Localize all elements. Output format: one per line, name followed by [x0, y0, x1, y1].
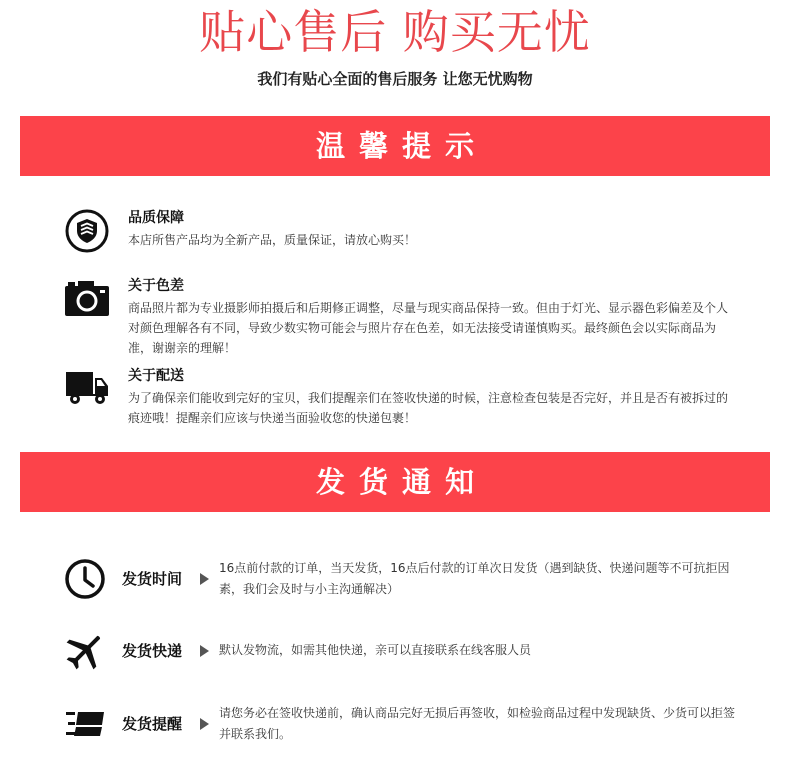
shipping-label: 发货提醒	[122, 715, 183, 733]
airplane-icon	[64, 630, 106, 672]
shipping-text: 默认发物流，如需其他快递，亲可以直接联系在线客服人员	[219, 643, 532, 657]
shipping-text: 16点前付款的订单，当天发货，16点后付款的订单次日发货（遇到缺货、快递问题等不可抗拒因素，我们会及时与小主沟通解决）	[219, 561, 730, 596]
tips-banner-label: 温馨提示	[315, 129, 488, 163]
camera-icon	[64, 276, 110, 322]
page-subtitle: 我们有贴心全面的售后服务 让您无忧购物	[257, 70, 533, 88]
shipping-item-express	[64, 630, 744, 672]
shipping-item-reminder	[64, 703, 744, 745]
page-headline: 贴心售后 购买无忧	[199, 5, 591, 59]
shipping-banner-label: 发货通知	[315, 465, 488, 499]
tip-title: 关于色差	[128, 278, 184, 294]
shipping-banner	[20, 452, 770, 512]
shield-icon	[64, 208, 110, 254]
shipping-item-time	[64, 558, 744, 600]
tip-item-color	[64, 276, 734, 356]
tip-title: 品质保障	[128, 210, 184, 226]
tip-item-delivery	[64, 366, 734, 426]
clock-icon	[64, 558, 106, 600]
tip-desc: 为了确保亲们能收到完好的宝贝，我们提醒亲们在签收快递的时候，注意检查包装是否完好，并且是否有被拆过的痕迹哦！提醒亲们应该与快递当面验收您的快递包裹！	[128, 391, 729, 425]
tip-item-quality	[64, 208, 734, 254]
shipping-label: 发货快递	[122, 642, 183, 660]
truck-icon	[64, 366, 110, 412]
arrow-right-icon	[200, 718, 209, 730]
fast-box-icon	[64, 703, 106, 745]
tips-banner	[20, 116, 770, 176]
tip-desc: 商品照片都为专业摄影师拍摄后和后期修正调整，尽量与现实商品保持一致。但由于灯光、显示器色彩偏差及个人对颜色理解各有不同，导致少数实物可能会与照片存在色差，如无法接受请谨慎购买。最终颜色会以实际商品为准，谢谢亲的理解！	[128, 301, 729, 355]
arrow-right-icon	[200, 573, 209, 585]
shipping-label: 发货时间	[122, 570, 183, 588]
shipping-text: 请您务必在签收快递前，确认商品完好无损后再签收，如检验商品过程中发现缺货、少货可以拒签并联系我们。	[219, 706, 736, 741]
tip-desc: 本店所售产品均为全新产品，质量保证，请放心购买！	[128, 233, 417, 247]
tip-title: 关于配送	[128, 368, 184, 384]
arrow-right-icon	[200, 645, 209, 657]
